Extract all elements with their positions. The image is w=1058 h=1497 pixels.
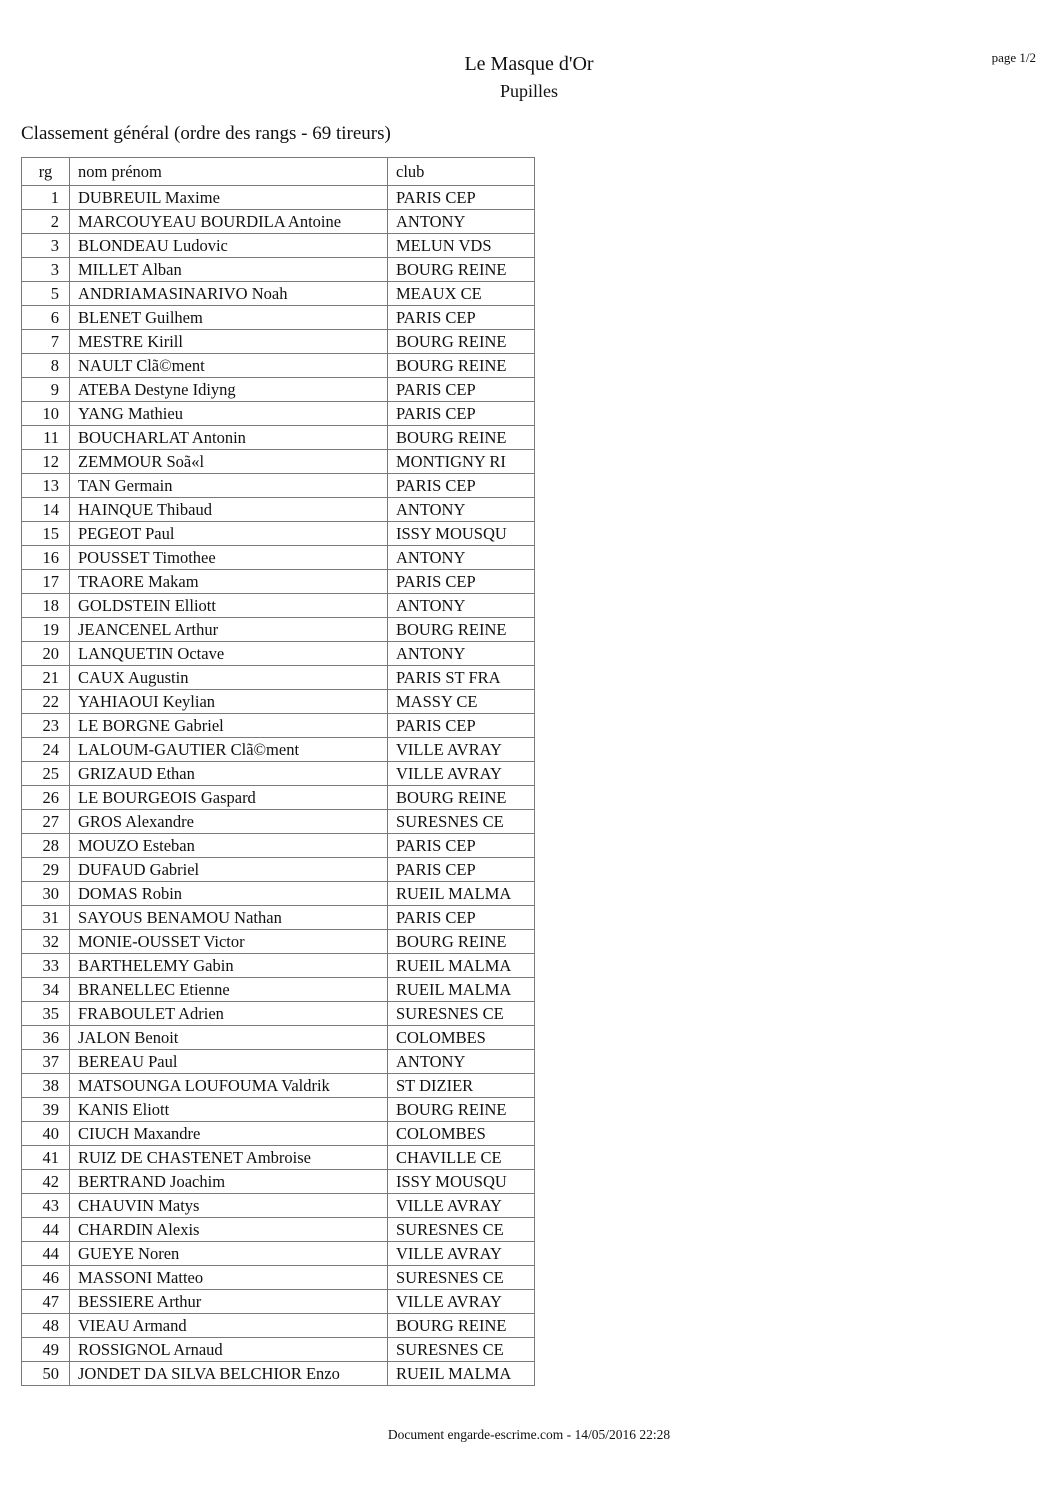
table-row [22, 402, 535, 426]
club-cell: RUEIL MALMA [388, 882, 535, 906]
column-header-name: nom prénom [70, 158, 388, 186]
rank-cell: 48 [22, 1314, 70, 1338]
rank-cell: 34 [22, 978, 70, 1002]
document-subtitle: Pupilles [499, 81, 558, 101]
rank-cell: 21 [22, 666, 70, 690]
table-row [22, 1098, 535, 1122]
table-row [22, 738, 535, 762]
name-cell: MATSOUNGA LOUFOUMA Valdrik [70, 1074, 388, 1098]
club-cell: PARIS CEP [388, 402, 535, 426]
club-cell: PARIS CEP [388, 306, 535, 330]
table-row [22, 954, 535, 978]
name-cell: GOLDSTEIN Elliott [70, 594, 388, 618]
ranking-table [21, 157, 535, 1386]
rank-cell: 11 [22, 426, 70, 450]
header-row [22, 158, 535, 186]
name-cell: YANG Mathieu [70, 402, 388, 426]
rank-cell: 24 [22, 738, 70, 762]
rank-cell: 3 [22, 234, 70, 258]
table-row [22, 882, 535, 906]
rank-cell: 17 [22, 570, 70, 594]
table-row [22, 666, 535, 690]
name-cell: ATEBA Destyne Idiyng [70, 378, 388, 402]
column-header-club: club [388, 158, 535, 186]
document-title: Le Masque d'Or [464, 53, 594, 75]
rank-cell: 41 [22, 1146, 70, 1170]
table-row [22, 546, 535, 570]
name-cell: KANIS Eliott [70, 1098, 388, 1122]
table-row [22, 642, 535, 666]
rank-cell: 2 [22, 210, 70, 234]
name-cell: LANQUETIN Octave [70, 642, 388, 666]
table-row [22, 714, 535, 738]
club-cell: ANTONY [388, 546, 535, 570]
table-row [22, 690, 535, 714]
ranking-table-header [22, 158, 535, 186]
name-cell: BOUCHARLAT Antonin [70, 426, 388, 450]
table-row [22, 450, 535, 474]
club-cell: VILLE AVRAY [388, 1194, 535, 1218]
rank-cell: 49 [22, 1338, 70, 1362]
club-cell: SURESNES CE [388, 1266, 535, 1290]
name-cell: JONDET DA SILVA BELCHIOR Enzo [70, 1362, 388, 1386]
rank-cell: 23 [22, 714, 70, 738]
rank-cell: 31 [22, 906, 70, 930]
club-cell: ANTONY [388, 594, 535, 618]
rank-cell: 47 [22, 1290, 70, 1314]
rank-cell: 15 [22, 522, 70, 546]
club-cell: BOURG REINE [388, 618, 535, 642]
name-cell: MONIE-OUSSET Victor [70, 930, 388, 954]
rank-cell: 30 [22, 882, 70, 906]
table-row [22, 1002, 535, 1026]
name-cell: CAUX Augustin [70, 666, 388, 690]
name-cell: FRABOULET Adrien [70, 1002, 388, 1026]
name-cell: CIUCH Maxandre [70, 1122, 388, 1146]
rank-cell: 36 [22, 1026, 70, 1050]
table-row [22, 786, 535, 810]
club-cell: MELUN VDS [388, 234, 535, 258]
name-cell: BLENET Guilhem [70, 306, 388, 330]
club-cell: SURESNES CE [388, 1338, 535, 1362]
rank-cell: 42 [22, 1170, 70, 1194]
table-row [22, 1338, 535, 1362]
table-row [22, 594, 535, 618]
rank-cell: 37 [22, 1050, 70, 1074]
name-cell: ROSSIGNOL Arnaud [70, 1338, 388, 1362]
table-row [22, 930, 535, 954]
club-cell: PARIS CEP [388, 378, 535, 402]
column-header-rank: rg [22, 158, 70, 186]
club-cell: PARIS CEP [388, 474, 535, 498]
club-cell: SURESNES CE [388, 1002, 535, 1026]
name-cell: HAINQUE Thibaud [70, 498, 388, 522]
rank-cell: 22 [22, 690, 70, 714]
table-row [22, 186, 535, 210]
club-cell: VILLE AVRAY [388, 762, 535, 786]
name-cell: JALON Benoit [70, 1026, 388, 1050]
rank-cell: 7 [22, 330, 70, 354]
club-cell: PARIS CEP [388, 834, 535, 858]
rank-cell: 14 [22, 498, 70, 522]
section-title: Classement général (ordre des rangs - 69 tireurs) [21, 123, 391, 144]
rank-cell: 35 [22, 1002, 70, 1026]
table-row [22, 378, 535, 402]
table-row [22, 762, 535, 786]
rank-cell: 44 [22, 1242, 70, 1266]
name-cell: GRIZAUD Ethan [70, 762, 388, 786]
name-cell: BLONDEAU Ludovic [70, 234, 388, 258]
club-cell: ANTONY [388, 642, 535, 666]
rank-cell: 18 [22, 594, 70, 618]
rank-cell: 28 [22, 834, 70, 858]
name-cell: CHAUVIN Matys [70, 1194, 388, 1218]
table-row [22, 618, 535, 642]
table-row [22, 330, 535, 354]
name-cell: GROS Alexandre [70, 810, 388, 834]
club-cell: VILLE AVRAY [388, 1242, 535, 1266]
name-cell: DOMAS Robin [70, 882, 388, 906]
rank-cell: 5 [22, 282, 70, 306]
club-cell: BOURG REINE [388, 426, 535, 450]
table-row [22, 498, 535, 522]
name-cell: BEREAU Paul [70, 1050, 388, 1074]
club-cell: PARIS CEP [388, 858, 535, 882]
table-row [22, 1170, 535, 1194]
club-cell: COLOMBES [388, 1026, 535, 1050]
table-row [22, 1314, 535, 1338]
club-cell: ANTONY [388, 1050, 535, 1074]
club-cell: BOURG REINE [388, 330, 535, 354]
name-cell: NAULT Clã©ment [70, 354, 388, 378]
club-cell: MEAUX CE [388, 282, 535, 306]
name-cell: POUSSET Timothee [70, 546, 388, 570]
club-cell: PARIS CEP [388, 186, 535, 210]
name-cell: BESSIERE Arthur [70, 1290, 388, 1314]
name-cell: TRAORE Makam [70, 570, 388, 594]
club-cell: ISSY MOUSQU [388, 1170, 535, 1194]
club-cell: PARIS CEP [388, 570, 535, 594]
rank-cell: 13 [22, 474, 70, 498]
club-cell: BOURG REINE [388, 786, 535, 810]
table-row [22, 1218, 535, 1242]
name-cell: RUIZ DE CHASTENET Ambroise [70, 1146, 388, 1170]
name-cell: MESTRE Kirill [70, 330, 388, 354]
table-row [22, 234, 535, 258]
table-row [22, 282, 535, 306]
club-cell: BOURG REINE [388, 1098, 535, 1122]
name-cell: JEANCENEL Arthur [70, 618, 388, 642]
table-row [22, 1074, 535, 1098]
rank-cell: 16 [22, 546, 70, 570]
club-cell: RUEIL MALMA [388, 954, 535, 978]
club-cell: PARIS CEP [388, 906, 535, 930]
rank-cell: 38 [22, 1074, 70, 1098]
club-cell: MASSY CE [388, 690, 535, 714]
name-cell: MOUZO Esteban [70, 834, 388, 858]
club-cell: VILLE AVRAY [388, 738, 535, 762]
name-cell: SAYOUS BENAMOU Nathan [70, 906, 388, 930]
rank-cell: 10 [22, 402, 70, 426]
club-cell: PARIS ST FRA [388, 666, 535, 690]
name-cell: LE BORGNE Gabriel [70, 714, 388, 738]
table-row [22, 978, 535, 1002]
rank-cell: 50 [22, 1362, 70, 1386]
rank-cell: 43 [22, 1194, 70, 1218]
name-cell: MASSONI Matteo [70, 1266, 388, 1290]
rank-cell: 12 [22, 450, 70, 474]
name-cell: ANDRIAMASINARIVO Noah [70, 282, 388, 306]
rank-cell: 32 [22, 930, 70, 954]
name-cell: VIEAU Armand [70, 1314, 388, 1338]
table-row [22, 306, 535, 330]
name-cell: BERTRAND Joachim [70, 1170, 388, 1194]
name-cell: MILLET Alban [70, 258, 388, 282]
club-cell: SURESNES CE [388, 810, 535, 834]
club-cell: VILLE AVRAY [388, 1290, 535, 1314]
table-row [22, 210, 535, 234]
table-row [22, 1266, 535, 1290]
club-cell: ANTONY [388, 498, 535, 522]
club-cell: BOURG REINE [388, 1314, 535, 1338]
name-cell: BARTHELEMY Gabin [70, 954, 388, 978]
table-row [22, 858, 535, 882]
rank-cell: 1 [22, 186, 70, 210]
name-cell: PEGEOT Paul [70, 522, 388, 546]
club-cell: MONTIGNY RI [388, 450, 535, 474]
club-cell: PARIS CEP [388, 714, 535, 738]
name-cell: LALOUM-GAUTIER Clã©ment [70, 738, 388, 762]
table-row [22, 1026, 535, 1050]
club-cell: BOURG REINE [388, 930, 535, 954]
rank-cell: 3 [22, 258, 70, 282]
rank-cell: 46 [22, 1266, 70, 1290]
club-cell: COLOMBES [388, 1122, 535, 1146]
table-row [22, 522, 535, 546]
name-cell: LE BOURGEOIS Gaspard [70, 786, 388, 810]
table-row [22, 906, 535, 930]
name-cell: TAN Germain [70, 474, 388, 498]
name-cell: GUEYE Noren [70, 1242, 388, 1266]
table-row [22, 1362, 535, 1386]
table-row [22, 570, 535, 594]
club-cell: ISSY MOUSQU [388, 522, 535, 546]
table-row [22, 1194, 535, 1218]
club-cell: CHAVILLE CE [388, 1146, 535, 1170]
table-row [22, 1050, 535, 1074]
table-row [22, 810, 535, 834]
club-cell: RUEIL MALMA [388, 978, 535, 1002]
club-cell: ST DIZIER [388, 1074, 535, 1098]
name-cell: MARCOUYEAU BOURDILA Antoine [70, 210, 388, 234]
rank-cell: 39 [22, 1098, 70, 1122]
table-row [22, 258, 535, 282]
rank-cell: 44 [22, 1218, 70, 1242]
table-row [22, 1146, 535, 1170]
club-cell: RUEIL MALMA [388, 1362, 535, 1386]
page-number: page 1/2 [991, 50, 1036, 65]
table-row [22, 1242, 535, 1266]
club-cell: SURESNES CE [388, 1218, 535, 1242]
name-cell: ZEMMOUR Soã«l [70, 450, 388, 474]
rank-cell: 20 [22, 642, 70, 666]
table-row [22, 354, 535, 378]
rank-cell: 19 [22, 618, 70, 642]
rank-cell: 9 [22, 378, 70, 402]
table-row [22, 834, 535, 858]
table-row [22, 1290, 535, 1314]
rank-cell: 40 [22, 1122, 70, 1146]
name-cell: BRANELLEC Etienne [70, 978, 388, 1002]
name-cell: DUBREUIL Maxime [70, 186, 388, 210]
name-cell: DUFAUD Gabriel [70, 858, 388, 882]
table-row [22, 1122, 535, 1146]
table-row [22, 426, 535, 450]
table-row [22, 474, 535, 498]
rank-cell: 29 [22, 858, 70, 882]
footer: Document engarde-escrime.com - 14/05/2016 22:28 [387, 1427, 671, 1442]
rank-cell: 25 [22, 762, 70, 786]
rank-cell: 27 [22, 810, 70, 834]
name-cell: CHARDIN Alexis [70, 1218, 388, 1242]
rank-cell: 6 [22, 306, 70, 330]
name-cell: YAHIAOUI Keylian [70, 690, 388, 714]
club-cell: ANTONY [388, 210, 535, 234]
club-cell: BOURG REINE [388, 258, 535, 282]
rank-cell: 26 [22, 786, 70, 810]
club-cell: BOURG REINE [388, 354, 535, 378]
rank-cell: 8 [22, 354, 70, 378]
ranking-table-body [22, 186, 535, 1386]
rank-cell: 33 [22, 954, 70, 978]
